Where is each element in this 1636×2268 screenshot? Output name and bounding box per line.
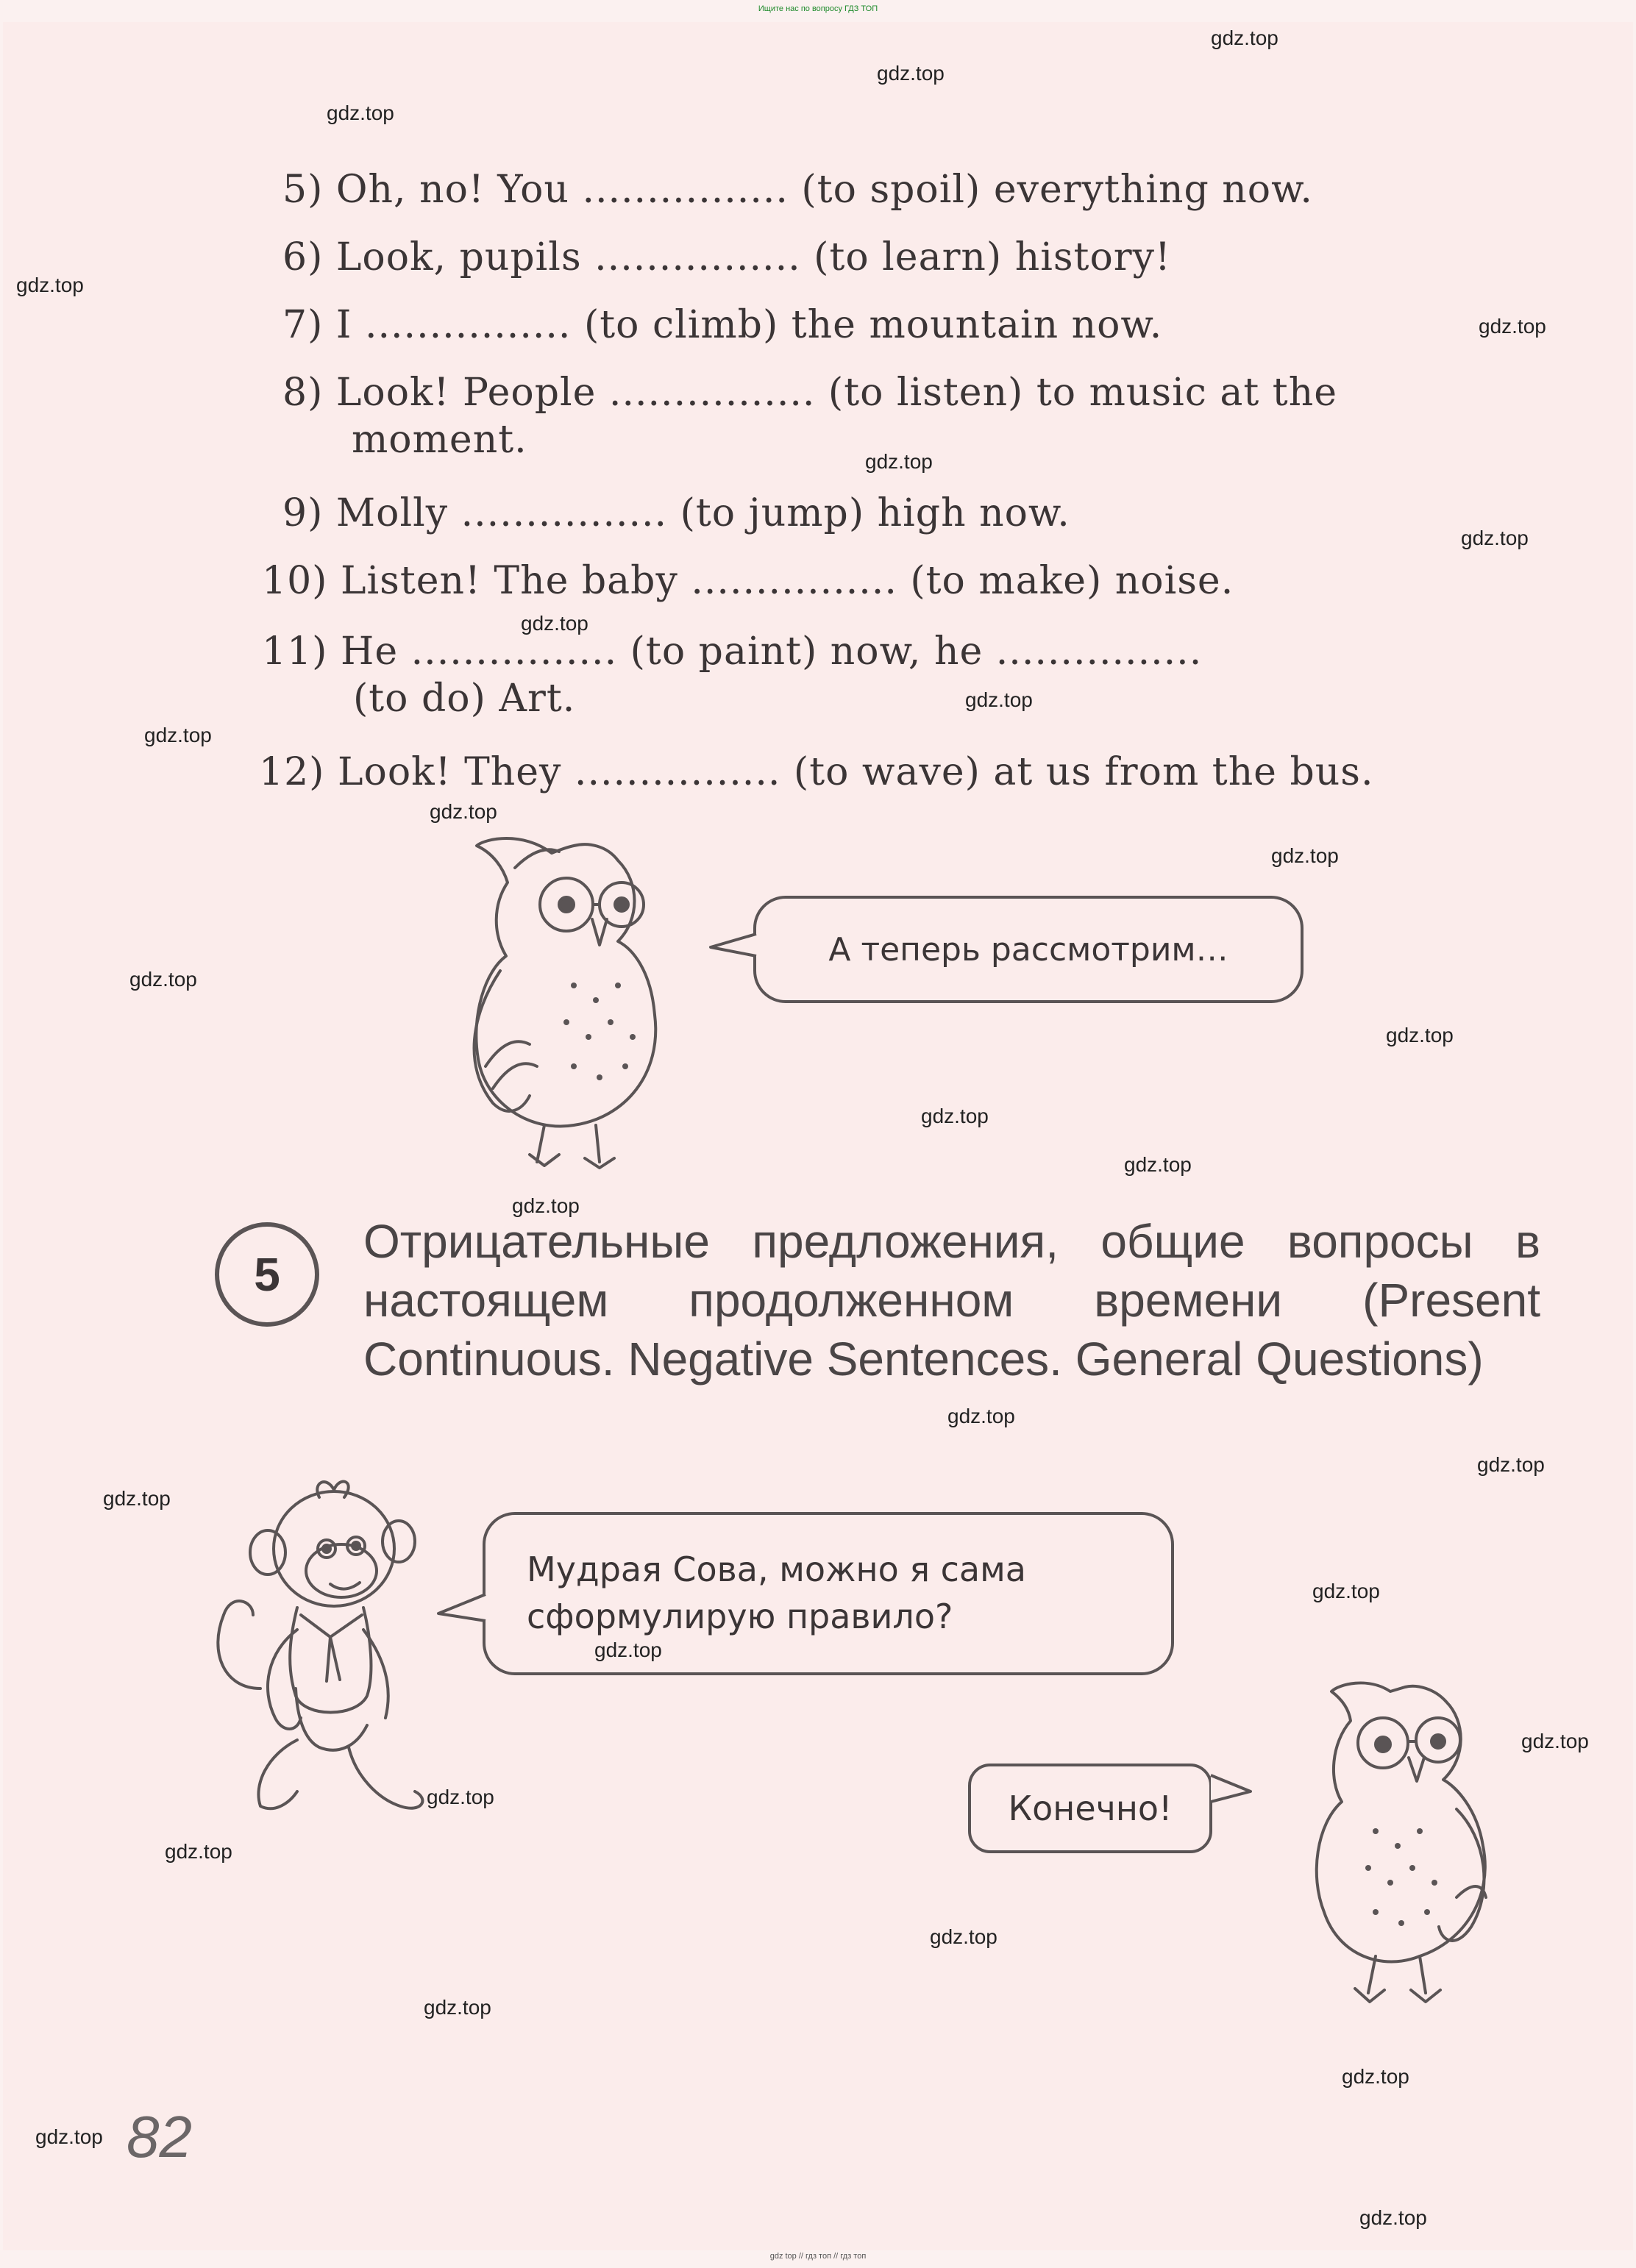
exercise-text: 8) Look! People ................ (to listen) to music at the	[282, 371, 1337, 415]
exercise-text: 7) I ................ (to climb) the mountain now.	[282, 303, 1163, 347]
monkey-speech-line-2: сформулирую правило?	[527, 1597, 953, 1636]
exercise-text: 12) Look! They ................ (to wave) at us from the bus.	[259, 750, 1374, 794]
monkey-speech-line-1: Мудрая Сова, можно я сама	[527, 1550, 1026, 1589]
watermark: gdz.top	[1477, 1453, 1545, 1476]
monkey-illustration	[209, 1468, 452, 1828]
watermark: gdz.top	[521, 612, 588, 635]
watermark: gdz.top	[1386, 1024, 1454, 1046]
speech-bubble-tail	[709, 931, 758, 960]
exercise-line-8	[282, 371, 1337, 462]
exercise-text: 5) Oh, no! You ................ (to spoil) everything now.	[282, 168, 1313, 212]
watermark: gdz.top	[877, 62, 945, 85]
exercise-line-5	[282, 168, 1533, 212]
watermark: gdz.top	[921, 1105, 989, 1127]
watermark: gdz.top	[144, 724, 212, 746]
top-note: Ищите нас по вопросу ГДЗ ТОП	[758, 4, 878, 13]
watermark: gdz.top	[103, 1487, 171, 1510]
watermark: gdz.top	[1521, 1730, 1589, 1752]
watermark: gdz.top	[16, 274, 84, 296]
section-title: Отрицательные предложения, общие вопросы в настоящем продолженном времени (Present Continuous. Negative Sentences. General Questions)	[363, 1215, 1540, 1386]
watermark: gdz.top	[1342, 2065, 1409, 2088]
owl-illustration	[441, 824, 691, 1169]
watermark: gdz.top	[430, 800, 497, 823]
watermark: gdz.top	[865, 450, 933, 473]
owl-answer-text: Конечно!	[1008, 1789, 1173, 1828]
watermark: gdz.top	[165, 1840, 232, 1863]
exercise-line-10	[262, 559, 1234, 603]
watermark: gdz.top	[594, 1638, 662, 1661]
watermark: gdz.top	[930, 1925, 997, 1948]
exercise-text: 9) Molly ................ (to jump) high now.	[282, 491, 1070, 535]
exercise-line-9	[282, 491, 1070, 535]
watermark: gdz.top	[1461, 527, 1529, 549]
speech-bubble-tail	[435, 1590, 487, 1627]
exercise-line-12	[259, 750, 1373, 794]
owl-speech-bubble	[753, 896, 1304, 1003]
watermark: gdz.top	[129, 968, 197, 991]
exercise-line-7	[282, 303, 1162, 347]
exercise-text: 11) He ................ (to paint) now, he ................	[262, 630, 1203, 674]
section-number-badge	[215, 1222, 319, 1327]
exercise-line-6	[282, 235, 1171, 279]
watermark: gdz.top	[35, 2125, 103, 2148]
owl-speech-text: А теперь рассмотрим…	[828, 930, 1228, 969]
watermark: gdz.top	[1124, 1153, 1192, 1176]
watermark: gdz.top	[424, 1996, 491, 2019]
watermark: gdz.top	[1271, 844, 1339, 867]
owl-answer-bubble	[968, 1764, 1212, 1853]
page-number: 82	[127, 2104, 192, 2169]
section-number: 5	[254, 1248, 280, 1301]
watermark: gdz.top	[427, 1786, 494, 1808]
exercise-text: 6) Look, pupils ................ (to learn) history!	[282, 235, 1171, 279]
watermark: gdz.top	[1312, 1580, 1380, 1602]
watermark: gdz.top	[1211, 26, 1278, 49]
watermark: gdz.top	[512, 1194, 580, 1217]
watermark: gdz.top	[1479, 315, 1546, 338]
exercise-continuation: moment.	[352, 418, 527, 462]
bottom-note: gdz top // гдз топ // гдз топ	[769, 2252, 867, 2261]
owl-illustration	[1273, 1662, 1515, 2008]
exercise-line-11	[262, 630, 1202, 721]
watermark: gdz.top	[1359, 2206, 1427, 2229]
watermark: gdz.top	[965, 688, 1033, 711]
watermark: gdz.top	[327, 101, 394, 124]
speech-bubble-tail	[1209, 1769, 1253, 1814]
monkey-speech-bubble	[483, 1512, 1174, 1675]
exercise-text: 10) Listen! The baby ................ (to make) noise.	[262, 559, 1234, 603]
watermark: gdz.top	[947, 1405, 1015, 1427]
exercise-continuation: (to do) Art.	[353, 677, 576, 721]
